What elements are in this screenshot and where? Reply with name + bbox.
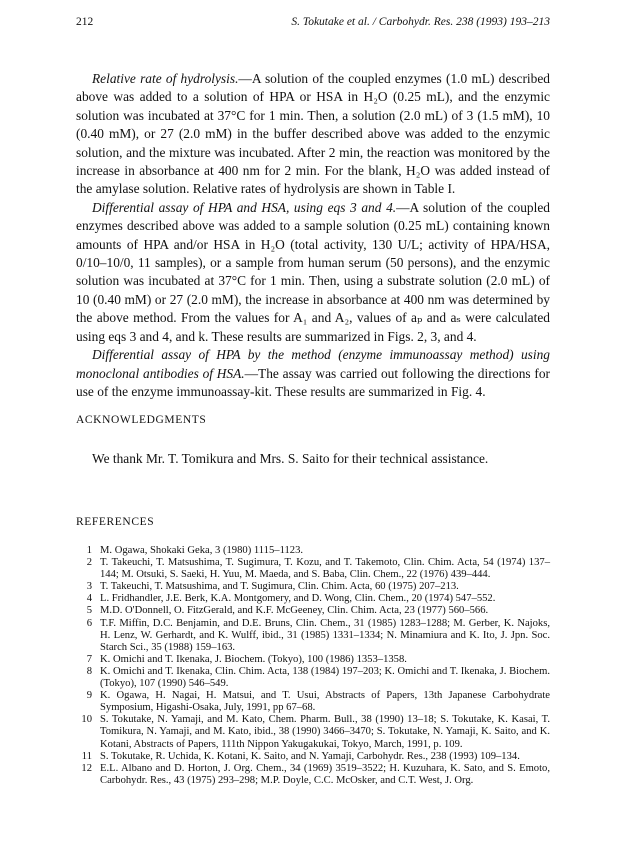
reference-item [76,763,550,787]
reference-text: K. Omichi and T. Ikenaka, J. Biochem. (Tokyo), 100 (1986) 1353–1358. [100,653,407,665]
reference-number: 6 [86,617,92,629]
paragraph-text: —The assay was carried out following the directions for use of the enzyme immunoassay-kit. These results are summarized in Fig. 4. [76,365,550,399]
paragraph-title: Differential assay of HPA and HSA, using eqs 3 and 4. [92,199,397,215]
reference-number: 7 [86,653,92,665]
reference-item [76,714,550,750]
reference-item [76,690,550,714]
reference-number: 10 [81,714,92,726]
reference-text: M.D. O'Donnell, O. FitzGerald, and K.F. McGeeney, Clin. Chim. Acta, 23 (1977) 560–566. [100,605,489,617]
reference-item [76,557,550,581]
page-number: 212 [76,16,94,28]
reference-number: 4 [86,593,92,605]
reference-item [76,751,550,763]
reference-text: K. Ogawa, H. Nagai, H. Matsui, and T. Usui, Abstracts of Papers, 13th Japanese Carbohydrate Symposium, Higashi-Osaka, July, 1991, pp 67–68. [100,690,550,714]
reference-text: M. Ogawa, Shokaki Geka, 3 (1980) 1115–1123. [100,545,304,556]
reference-item [76,605,550,617]
page-header [76,16,550,30]
paragraph-differential-assay-eqs [76,199,550,346]
acknowledgments-text: We thank Mr. T. Tomikura and Mrs. S. Saito for their technical assistance. [92,451,489,466]
references-heading: REFERENCES [76,516,155,528]
reference-text: T.F. Miffin, D.C. Benjamin, and D.E. Bruns, Clin. Chem., 31 (1985) 1283–1288; M. Gerber, K. Najoks, H. Lenz, W. Gerhardt, and K. Wulff, ibid., 31 (1985) 1331–1334; N. Minamiura and K. Ito, J. Jpn. Soc. Starch Sci., 35 (1988) 159–163. [100,617,550,653]
reference-text: T. Takeuchi, T. Matsushima, and T. Sugimura, Clin. Chim. Acta, 60 (1975) 207–213. [100,581,459,593]
reference-text: L. Fridhandler, J.E. Berk, K.A. Montgomery, and D. Wong, Clin. Chem., 20 (1974) 547–552. [100,593,496,605]
reference-number: 12 [81,762,92,774]
reference-number: 2 [86,557,92,569]
paragraph-text: —A solution of the coupled enzymes (1.0 mL) described above was added to a solution of HPA or HSA in H₂O (0.25 mL), and the enzymic solution was incubated at 37°C for 1 min. Then, a solution (2.0 mL) of 3 (1.5 mM), 10 (0.40 mM), or 27 (2.0 mM) in the buffer described above was added to the enzymic solution, and the mixture was incubated. After 2 min, the reaction was monitored by the increase in absorbance at 400 nm for 2 min. For the blank, H₂O was added instead of the amylase solution. Relative rates of hydrolysis are shown in Table I. [76,71,550,197]
reference-number: 9 [86,690,92,702]
paragraph-title: Differential assay of HPA by the method (enzyme immunoassay method) using monoclonal antibodies of HSA. [76,347,550,381]
reference-number: 11 [81,750,92,762]
reference-item [76,593,550,605]
reference-number: 8 [86,665,92,677]
reference-text: S. Tokutake, N. Yamaji, and M. Kato, Chem. Pharm. Bull., 38 (1990) 13–18; S. Tokutake, K. Kasai, T. Tomikura, N. Yamaji, and M. Kato, ibid., 38 (1990) 3466–3470; S. Tokutake, N. Yamaji, K. Saito, and K. Kotani, Abstracts of Papers, 111th Nippon Yakugakukai, Tokyo, March, 1991, p. 109. [100,714,550,750]
reference-number: 3 [86,581,92,593]
reference-text: T. Takeuchi, T. Matsushima, T. Sugimura, T. Kozu, and T. Takemoto, Clin. Chim. Acta, 54 (1974) 137–144; M. Otsuki, S. Saeki, H. Yuu, M. Maeda, and S. Baba, Clin. Chem., 22 (1976) 439–444. [100,557,550,581]
reference-item [76,618,550,654]
paragraph-relative-rate [76,70,550,199]
reference-item [76,654,550,666]
references-list [76,545,550,787]
reference-item [76,545,550,557]
reference-text: S. Tokutake, R. Uchida, K. Kotani, K. Saito, and N. Yamaji, Carbohydr. Res., 238 (1993) 109–134. [100,750,520,762]
paragraph-title: Relative rate of hydrolysis. [92,71,239,86]
reference-text: K. Omichi and T. Ikenaka, Clin. Chim. Acta, 138 (1984) 197–203; K. Omichi and T. Ikenaka, J. Biochem. (Tokyo), 107 (1990) 546–549. [100,665,550,690]
reference-text: E.L. Albano and D. Horton, J. Org. Chem., 34 (1969) 3519–3522; H. Kuzuhara, K. Sato, and S. Emoto, Carbohydr. Res., 43 (1975) 293–298; M.P. Doyle, C.C. McOsker, and C.T. West, J. Org. [100,762,550,786]
running-head: S. Tokutake et al. / Carbohydr. Res. 238 (1993) 193–213 [291,16,550,28]
paragraph-enzyme-immunoassay [76,346,550,401]
paragraph-text: —A solution of the coupled enzymes described above was added to a sample solution (0.25 mL) containing known amounts of HPA and/or HSA in H₂O (total activity, 130 U/L; activity of HPA/HSA, 0/10–10/0, 11 samples), or a sample from human serum (50 persons), and the enzymic solution was incubated at 37°C for 1 min. Then, using a substrate solution (2.0 mL) of 10 (0.40 mM) or 27 (2.0 mM), the increase in absorbance at 400 nm was determined by the above method. From the values for A₁ and A₂, values of aₚ and aₛ were calculated using eqs 3 and 4, and k. These results are summarized in Figs. 2, 3, and 4. [76,199,550,344]
reference-number: 5 [86,605,92,617]
reference-number: 1 [86,545,92,556]
reference-item [76,581,550,593]
acknowledgments-heading: ACKNOWLEDGMENTS [76,414,207,426]
body-text [76,70,550,401]
reference-item [76,666,550,690]
